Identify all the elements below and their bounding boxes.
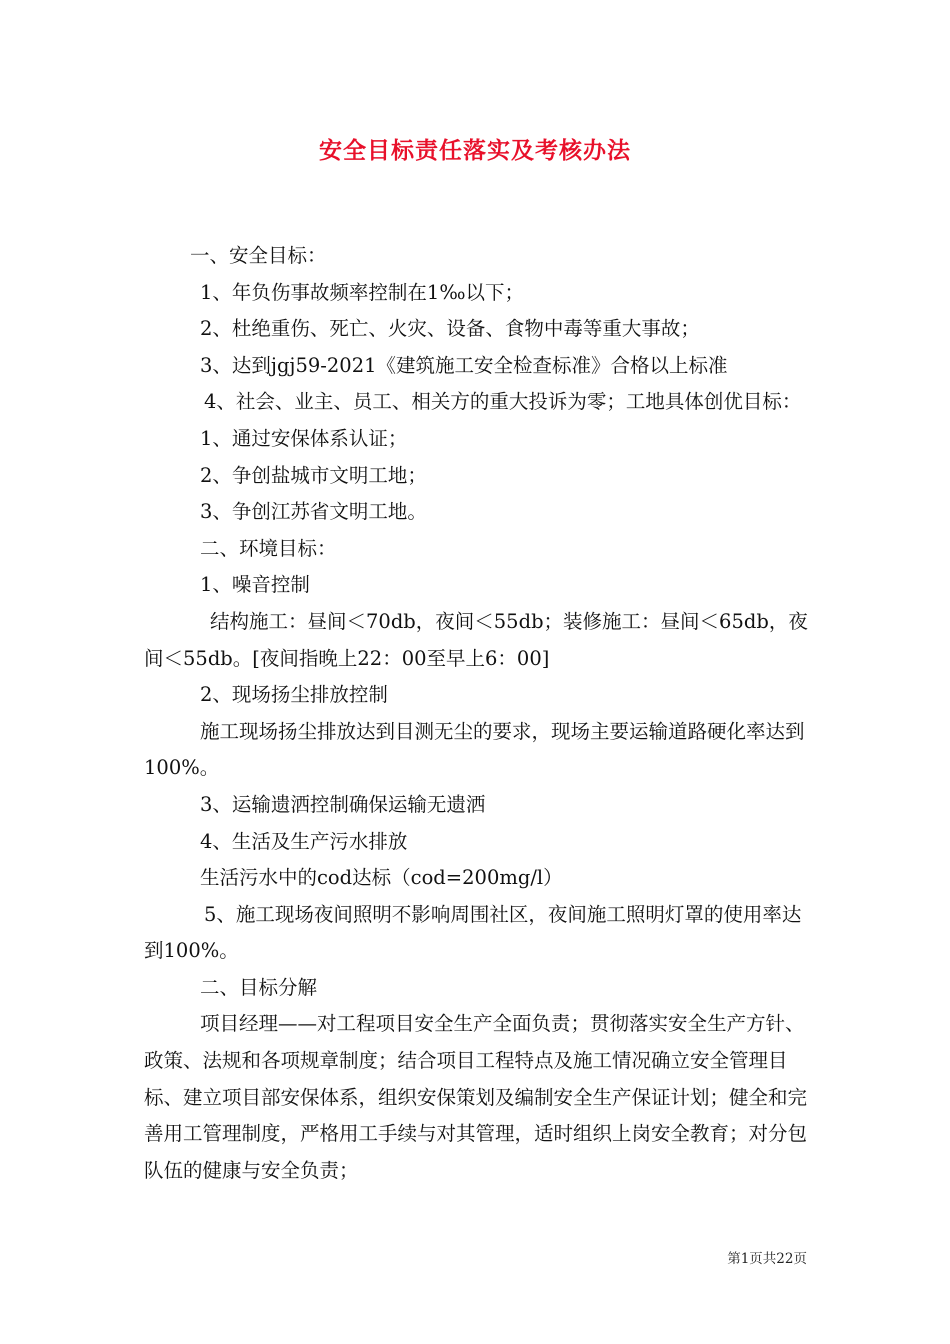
section-heading-environment-goals: 二、环境目标：	[200, 536, 337, 560]
body-paragraph: 项目经理——对工程项目安全生产全面负责；贯彻落实安全生产方针、政策、法规和各项规章制度；结合项目工程特点及施工情况确立安全管理目标、建立项目部安保体系，组织安保策划及编制安全生产保证计划；健全和完善用工管理制度，严格用工手续与对其管理，适时组织上岗安全教育；对分包队伍的健康与安全负责；	[144, 1012, 808, 1182]
document-body	[144, 238, 809, 1189]
list-item: 4、生活及生产污水排放	[200, 829, 408, 853]
list-item: 2、争创盐城市文明工地；	[200, 463, 427, 487]
list-item: 5、施工现场夜间照明不影响周围社区，夜间施工照明灯罩的使用率达到100%。	[144, 902, 802, 963]
section-heading-safety-goals: 一、安全目标：	[190, 244, 327, 267]
list-item: 1、通过安保体系认证；	[200, 426, 408, 450]
page-number: 第1页共22页	[727, 1251, 807, 1267]
list-item: 1、年负伤事故频率控制在1‰以下；	[200, 280, 524, 304]
body-paragraph: 施工现场扬尘排放达到目测无尘的要求，现场主要运输道路硬化率达到100%。	[144, 719, 805, 780]
list-item: 3、达到jgj59-2021《建筑施工安全检查标准》合格以上标准	[200, 353, 728, 377]
section-heading-goal-breakdown: 二、目标分解	[200, 975, 318, 999]
list-item: 3、运输遗洒控制确保运输无遗洒	[200, 792, 486, 816]
list-item: 2、杜绝重伤、死亡、火灾、设备、食物中毒等重大事故；	[200, 317, 700, 341]
body-paragraph: 结构施工：昼间＜70db，夜间＜55db；装修施工：昼间＜65db，夜间＜55db。[夜间指晚上22：00至早上6：00]	[144, 609, 808, 670]
body-paragraph: 生活污水中的cod达标（cod=200mg/l）	[200, 866, 563, 890]
list-item: 1、噪音控制	[200, 573, 310, 597]
document-title: 安全目标责任落实及考核办法	[319, 138, 631, 164]
list-item: 3、争创江苏省文明工地。	[200, 500, 427, 524]
list-item: 2、现场扬尘排放控制	[200, 683, 388, 707]
list-item: 4、社会、业主、员工、相关方的重大投诉为零；工地具体创优目标：	[204, 390, 802, 414]
